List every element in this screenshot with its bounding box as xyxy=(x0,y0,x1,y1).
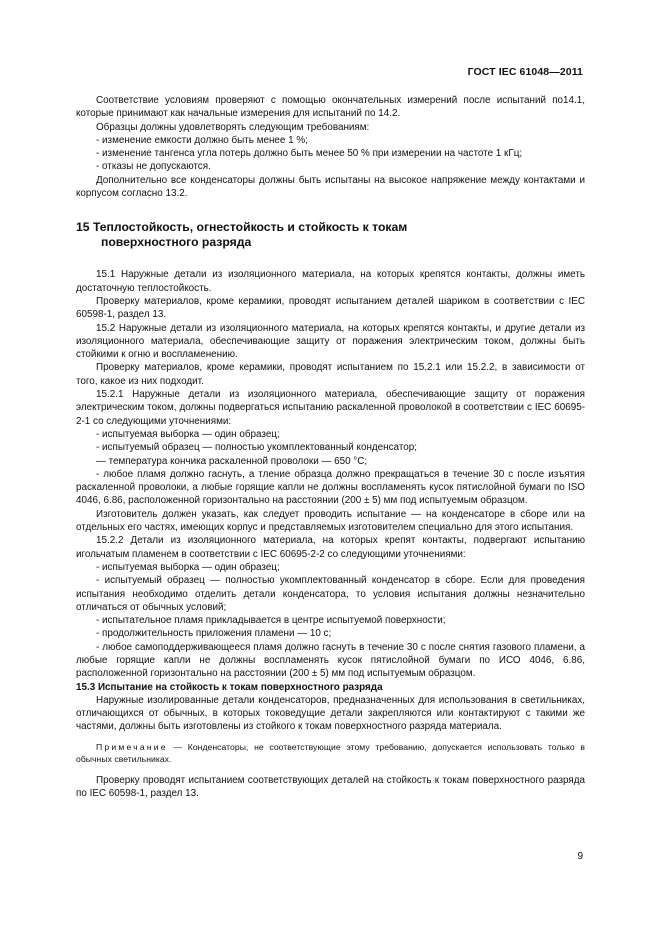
paragraph: Соответствие условиям проверяют с помощью окончательных измерений после испытаний по14.1, которые принимают как начальные измерения для испытаний по 14.2. xyxy=(76,95,585,120)
list-item: - любое пламя должно гаснуть, а тление образца должно прекращаться в течение 30 с после изъятия раскаленной проволоки, а любые горящие капли не должны воспламенять кусок пятислойной бумаги по ISO 4046, 6.86, расположенной горизонтально на расстоянии (200 ± 5) мм под испытуемым образцом. xyxy=(76,468,585,507)
document-id-header: ГОСТ IEC 61048—2011 xyxy=(467,66,583,78)
clause-15-2-1: 15.2.1 Наружные детали из изоляционного материала, обеспечивающие защиту от поражения электрическим током, должны подвергаться испытанию раскаленной проволокой в соответствии с IEC 60695-2-1 со следующими уточнениями: xyxy=(76,389,585,427)
clause-15-2: 15.2 Наружные детали из изоляционного материала, на которых крепятся контакты, и другие детали из изоляционного материала, обеспечивающие защиту от поражения электрическим током, должны быть стойкими к огню и воспламенению. xyxy=(76,322,585,361)
list-item: - испытательное пламя прикладывается в центре испытуемой поверхности; xyxy=(96,615,446,627)
section-heading xyxy=(76,220,585,250)
list-item: - отказы не допускаются. xyxy=(96,161,211,173)
section-heading-line: 15 Теплостойкость, огнестойкость и стойкость к токам xyxy=(76,220,408,235)
list-item: - любое самоподдерживающееся пламя должно гаснуть в течение 30 с после снятия газового пламени, а любые горящие капли не должны воспламенять кусок пятислойной бумаги по ИСО 4046, 6.86, расположенной горизонтально на расстоянии (200 ± 5) мм под испытуемым образцом. xyxy=(76,641,585,680)
note xyxy=(76,741,585,765)
list-item: - продолжительность приложения пламени — 10 с; xyxy=(96,628,332,640)
list-item: - испытуемая выборка — один образец; xyxy=(96,428,280,440)
clause-15-2-2: 15.2.2 Детали из изоляционного материала, на которых крепят контакты, подвергают испытанию игольчатым пламенем в соответствии с IEC 60695-2-2 со следующими уточнениями: xyxy=(76,535,585,560)
list-item: - испытуемый образец — полностью укомплектованный конденсатор в сборе. Если для проведения испытания необходимо отделить детали конденсатора, то условия испытания должны незначительно отличаться от обычных условий; xyxy=(76,575,585,613)
list-item: - испытуемый образец — полностью укомплектованный конденсатор; xyxy=(96,442,417,454)
paragraph: Проверку проводят испытанием соответствующих деталей на стойкость к токам поверхностного разряда по IEC 60598-1, раздел 13. xyxy=(76,774,585,800)
list-item: - изменение емкости должно быть менее 1 %; xyxy=(96,134,308,146)
clause-15-3-heading: 15.3 Испытание на стойкость к токам поверхностного разряда xyxy=(76,681,383,693)
clause-15-1: 15.1 Наружные детали из изоляционного материала, на которых крепятся контакты, должны иметь достаточную теплостойкость. xyxy=(76,269,585,294)
list-item: - испытуемая выборка — один образец; xyxy=(96,561,280,573)
note-label: Примечание xyxy=(96,741,168,752)
note-text: — Конденсаторы, не соответствующие этому требованию, допускается использовать только в обычных светильниках. xyxy=(76,741,585,764)
paragraph: Образцы должны удовлетворять следующим требованиям: xyxy=(96,121,370,133)
list-item: — температура кончика раскаленной проволоки — 650 °С; xyxy=(96,455,368,467)
paragraph: Проверку материалов, кроме керамики, проводят испытанием по 15.2.1 или 15.2.2, в зависимости от того, какое из них подходит. xyxy=(76,362,585,387)
paragraph: Проверку материалов, кроме керамики, проводят испытанием деталей шариком в соответствии с IEC 60598-1, раздел 13. xyxy=(76,295,585,321)
list-item: - изменение тангенса угла потерь должно быть менее 50 % при измерении на частоте 1 кГц; xyxy=(96,148,523,160)
paragraph: Изготовитель должен указать, как следует проводить испытание — на конденсаторе в сборе или на отдельных его частях, имеющих корпус и представляемых изготовителем специально для этого испытания. xyxy=(76,508,585,534)
page-number: 9 xyxy=(577,851,583,862)
paragraph: Наружные изолированные детали конденсаторов, предназначенных для использования в светильниках, отличающихся от обычных, в которых токоведущие детали закрепляются или контактируют с такими же частями, должны быть изготовлены из стойкого к токам поверхностного разряда материала. xyxy=(76,694,585,733)
paragraph: Дополнительно все конденсаторы должны быть испытаны на высокое напряжение между контактами и корпусом согласно 13.2. xyxy=(76,174,585,200)
page-content xyxy=(76,94,585,800)
section-heading-line: поверхностного разряда xyxy=(101,235,252,250)
